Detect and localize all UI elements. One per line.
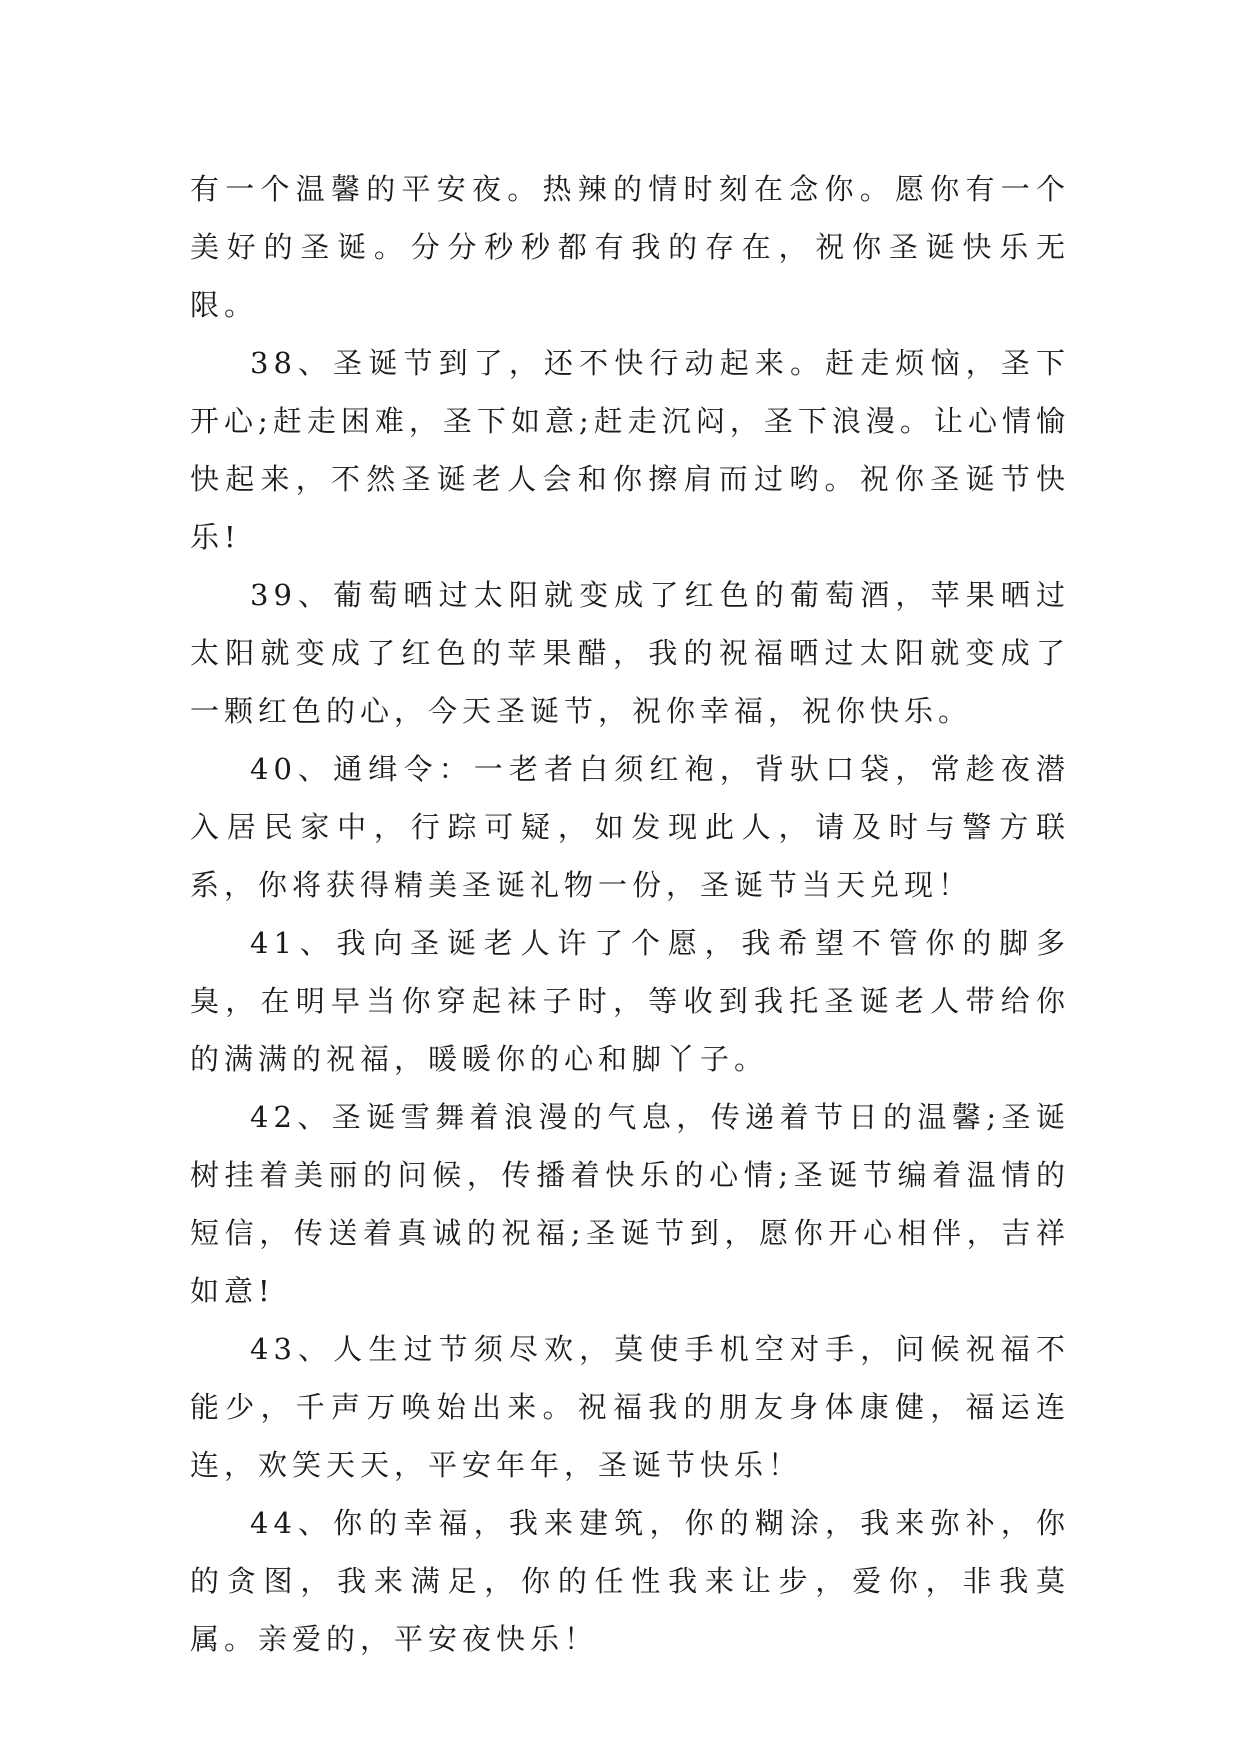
paragraph-42: 42、圣诞雪舞着浪漫的气息，传递着节日的温馨;圣诞树挂着美丽的问候，传播着快乐的心情;圣诞节编着温情的短信，传送着真诚的祝福;圣诞节到，愿你开心相伴，吉祥如意! [190,1100,1070,1308]
paragraph-continuation: 有一个温馨的平安夜。热辣的情时刻在念你。愿你有一个美好的圣诞。分分秒秒都有我的存在，祝你圣诞快乐无限。 [190,172,1070,322]
paragraph-44: 44、你的幸福，我来建筑，你的糊涂，我来弥补，你的贪图，我来满足，你的任性我来让步，爱你，非我莫属。亲爱的，平安夜快乐！ [190,1506,1070,1656]
paragraph-43: 43、人生过节须尽欢，莫使手机空对手，问候祝福不能少，千声万唤始出来。祝福我的朋友身体康健，福运连连，欢笑天天，平安年年，圣诞节快乐！ [190,1332,1070,1482]
document-body [190,160,1070,1668]
paragraph-38: 38、圣诞节到了，还不快行动起来。赶走烦恼，圣下开心;赶走困难，圣下如意;赶走沉闷，圣下浪漫。让心情愉快起来，不然圣诞老人会和你擦肩而过哟。祝你圣诞节快乐! [190,346,1070,554]
paragraph-41: 41、我向圣诞老人许了个愿，我希望不管你的脚多臭，在明早当你穿起袜子时，等收到我托圣诞老人带给你的满满的祝福，暖暖你的心和脚丫子。 [190,926,1070,1076]
paragraph-39: 39、葡萄晒过太阳就变成了红色的葡萄酒，苹果晒过太阳就变成了红色的苹果醋，我的祝福晒过太阳就变成了一颗红色的心，今天圣诞节，祝你幸福，祝你快乐。 [190,578,1070,728]
paragraph-40: 40、通缉令：一老者白须红袍，背驮口袋，常趁夜潜入居民家中，行踪可疑，如发现此人，请及时与警方联系，你将获得精美圣诞礼物一份，圣诞节当天兑现！ [190,752,1070,902]
